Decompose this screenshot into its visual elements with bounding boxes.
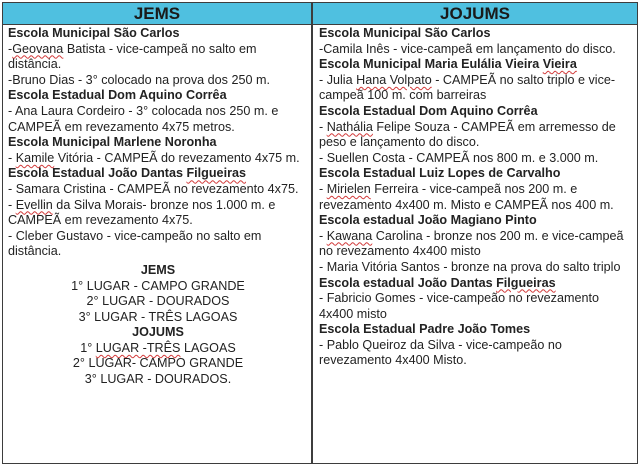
school-name [8,166,308,182]
misspelled-word: Mirielen [326,181,371,196]
school-name: Escola Estadual Luiz Lopes de Carvalho [319,166,561,181]
school-name: Escola Estadual Dom Aquino Corrêa [8,88,227,103]
entry-text: Felipe Souza - CAMPEÃ em arremesso de peso e lançamento do disco. [319,119,616,150]
entry-text: Ferreira - vice-campeã nos 200 m. e revezamento 4x400 m. Misto e CAMPEÃ nos 400 m. [319,181,614,212]
header-jojums: JOJUMS [313,3,637,25]
athlete-entry: -Camila Inês - vice-campeã em lançamento do disco. [319,41,616,56]
athlete-entry: -Bruno Dias - 3° colocado na prova dos 250 m. [8,72,270,87]
school-name: Escola Municipal São Carlos [319,26,491,40]
school-name-part: Escola Estadual João Dantas [8,166,187,181]
school-name: Escola Estadual Padre João Tomes [319,322,531,337]
athlete-entry: - Pablo Queiroz da Silva - vice-campeão no revezamento 4x400 Misto. [319,337,562,368]
entry-text: Batista - vice-campeã no salto em distância. [8,41,257,72]
athlete-entry: - Evellin da Silva Morais- bronze nos 1.000 m. e CAMPEÃ em revezamento 4x75. [8,197,276,228]
misspelled-word: Filgueiras [186,166,246,181]
athlete-entry [319,73,635,104]
school-name-part: Escola Municipal Maria Eulália Vieira [319,57,543,72]
ranking-part: 1° [80,340,96,355]
athlete-entry: - Maria Vitória Santos - bronze na prova do salto triplo [319,259,621,274]
athlete-entry: - Fabricio Gomes - vice-campeão no revezamento 4x400 misto [319,291,599,321]
school-name: Escola Estadual Dom Aquino Corrêa [319,103,538,118]
ranking-line: 3° LUGAR - DOURADOS. [84,372,232,387]
misspelled-word: Geovana [12,41,64,56]
athlete-entry: - Kamile Vitória - CAMPEÃ do revezamento 4x75 m. [8,150,300,165]
misspelled-word: Kawana [326,228,373,243]
jojums-column [319,26,635,369]
misspelled-word: Vieira [542,57,577,72]
jems-column [8,26,308,388]
athlete-entry: - Nathália Felipe Souza - CAMPEÃ em arremesso de peso e lançamento do disco. [319,119,616,150]
entry-text: da Silva Morais- bronze nos 1.000 m. e CAMPEÃ em revezamento 4x75. [8,197,276,228]
entry-text: - Julia [319,72,357,87]
ranking-title-jems: JEMS [140,262,176,277]
column-divider [311,3,313,463]
misspelled-word: Nathália [326,119,373,134]
misspelled-word: Kamile [15,150,55,165]
athlete-entry: - Mirielen Ferreira - vice-campeã nos 200 m. e revezamento 4x400 m. Misto e CAMPEÃ nos 400 m. [319,181,614,212]
school-name-part: Escola estadual João Dantas [319,275,497,290]
misspelled-word: LUGAR -TRÊS [95,340,181,355]
ranking-line: 2° LUGAR- CAMPO GRANDE [72,356,244,371]
athlete-entry: - Suellen Costa - CAMPEÃ nos 800 m. e 3.000 m. [319,150,599,165]
misspelled-word: Evellin [15,197,53,212]
school-name: Escola estadual João Magiano Pinto [319,213,537,228]
entry-text: Carolina - bronze nos 200 m. e vice-campeã no revezamento 4x400 misto [319,228,624,259]
athlete-entry: - Ana Laura Cordeiro - 3° colocada nos 250 m. e CAMPEÃ em revezamento 4x75 metros. [8,103,279,134]
ranking-line [8,341,308,357]
entry-text: Vitória - CAMPEÃ do revezamento 4x75 m. [54,150,300,165]
ranking-line: 2° LUGAR - DOURADOS [86,294,230,309]
entry-text: - CAMPEÃ no salto triplo e vice-campeã 100 m. com barreiras [319,72,616,103]
athlete-entry: - Kawana Carolina - bronze nos 200 m. e vice-campeã no revezamento 4x400 misto [319,228,624,259]
misspelled-word: Hana Volpato [356,72,432,87]
ranking-part: LAGOAS [180,340,236,355]
ranking-title-jojums: JOJUMS [132,325,184,340]
athlete-entry: -Geovana Batista - vice-campeã no salto em distância. [8,41,257,72]
header-jems: JEMS [3,3,311,25]
misspelled-word: Filgueiras [496,275,556,290]
athlete-entry: - Samara Cristina - CAMPEÃ no revezamento 4x75. [8,181,299,196]
school-name [319,276,635,292]
school-name: Escola Municipal São Carlos [8,26,180,40]
ranking-line: 1° LUGAR - CAMPO GRANDE [71,278,245,293]
school-name [319,57,635,73]
athlete-entry: - Cleber Gustavo - vice-campeão no salto em distância. [8,228,262,259]
ranking-line: 3° LUGAR - TRÊS LAGOAS [78,309,238,324]
results-table [2,2,638,464]
school-name: Escola Municipal Marlene Noronha [8,135,217,150]
